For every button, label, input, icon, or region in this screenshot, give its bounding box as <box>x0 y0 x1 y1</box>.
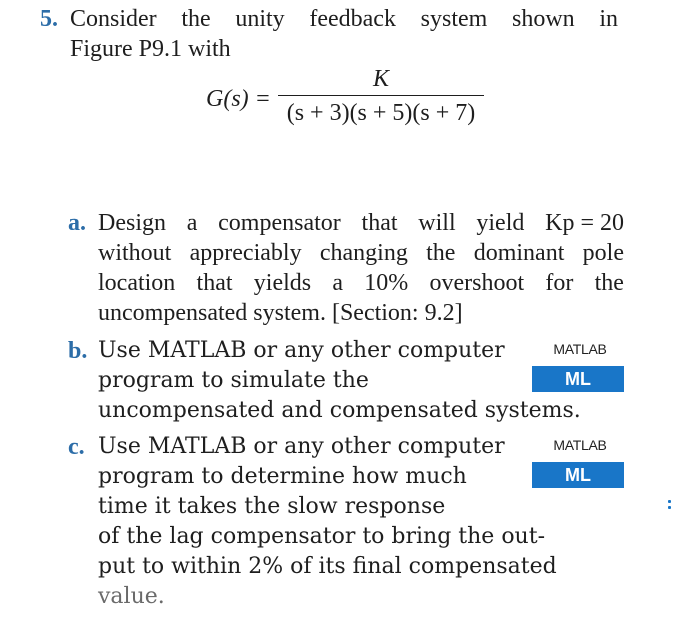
matlab-tag-c: MATLAB <box>553 437 607 453</box>
word: Kp = 20 <box>545 210 624 236</box>
word: feedback <box>309 6 396 32</box>
word: yield <box>476 210 525 236</box>
part-c-line-5-text: put to within 2% of its final compensated <box>98 554 557 579</box>
word: that <box>361 210 398 236</box>
word: shown <box>511 6 575 32</box>
problem-intro-text: Figure P9.1 with <box>70 36 231 62</box>
part-b-line-1-text: Use MATLAB or any other computer <box>98 338 505 363</box>
problem-intro-words <box>70 4 618 34</box>
part-a-line-3-words <box>98 268 624 298</box>
part-c-line-4-text: of the lag compensator to bring the out- <box>98 524 546 549</box>
word: in <box>599 6 618 32</box>
word: Design <box>98 210 166 236</box>
word: dominant <box>473 240 565 266</box>
equation-numerator: K <box>372 66 389 92</box>
part-b-line-3-text: uncompensated and compensated systems. <box>98 398 581 423</box>
fraction-bar <box>278 95 484 96</box>
word: compensator <box>218 210 341 236</box>
word: pole <box>582 240 624 266</box>
ml-badge-c: ML <box>532 462 624 488</box>
word: location <box>98 270 176 296</box>
equation-lhs: G(s) = <box>206 86 271 112</box>
word: the <box>426 240 456 266</box>
part-b-line-2-text: program to simulate the <box>98 368 369 393</box>
part-a-line-1-words <box>98 208 624 238</box>
word: system <box>420 6 488 32</box>
part-c-line-6-text: value. <box>98 584 165 609</box>
problem-number: 5. <box>40 6 58 32</box>
part-a-label: a. <box>68 210 86 236</box>
part-a-line-2-words <box>98 238 624 268</box>
equation-fraction <box>278 64 484 128</box>
word: unity <box>235 6 285 32</box>
word: the <box>594 270 624 296</box>
word: the <box>181 6 211 32</box>
word: yields <box>253 270 312 296</box>
equation-denominator: (s + 3)(s + 5)(s + 7) <box>286 100 476 126</box>
part-c-line-3-text: time it takes the slow response <box>98 494 446 519</box>
part-c-line-2-text: program to determine how much <box>98 464 467 489</box>
word: changing <box>319 240 408 266</box>
page-edge-marker <box>668 500 671 514</box>
matlab-tag-b: MATLAB <box>553 341 607 357</box>
word: a <box>186 210 198 236</box>
part-b-label: b. <box>68 338 88 364</box>
part-c-line-1-text: Use MATLAB or any other computer <box>98 434 505 459</box>
word: that <box>196 270 233 296</box>
word: 10% <box>364 270 409 296</box>
part-a-line-4-text: uncompensated system. [Section: 9.2] <box>98 300 463 326</box>
word: will <box>418 210 456 236</box>
word: appreciably <box>189 240 302 266</box>
word: a <box>332 270 343 296</box>
word: overshoot <box>429 270 525 296</box>
word: without <box>98 240 172 266</box>
word: for <box>545 270 574 296</box>
ml-badge-b: ML <box>532 366 624 392</box>
part-c-label: c. <box>68 434 85 460</box>
word: Consider <box>70 6 157 32</box>
